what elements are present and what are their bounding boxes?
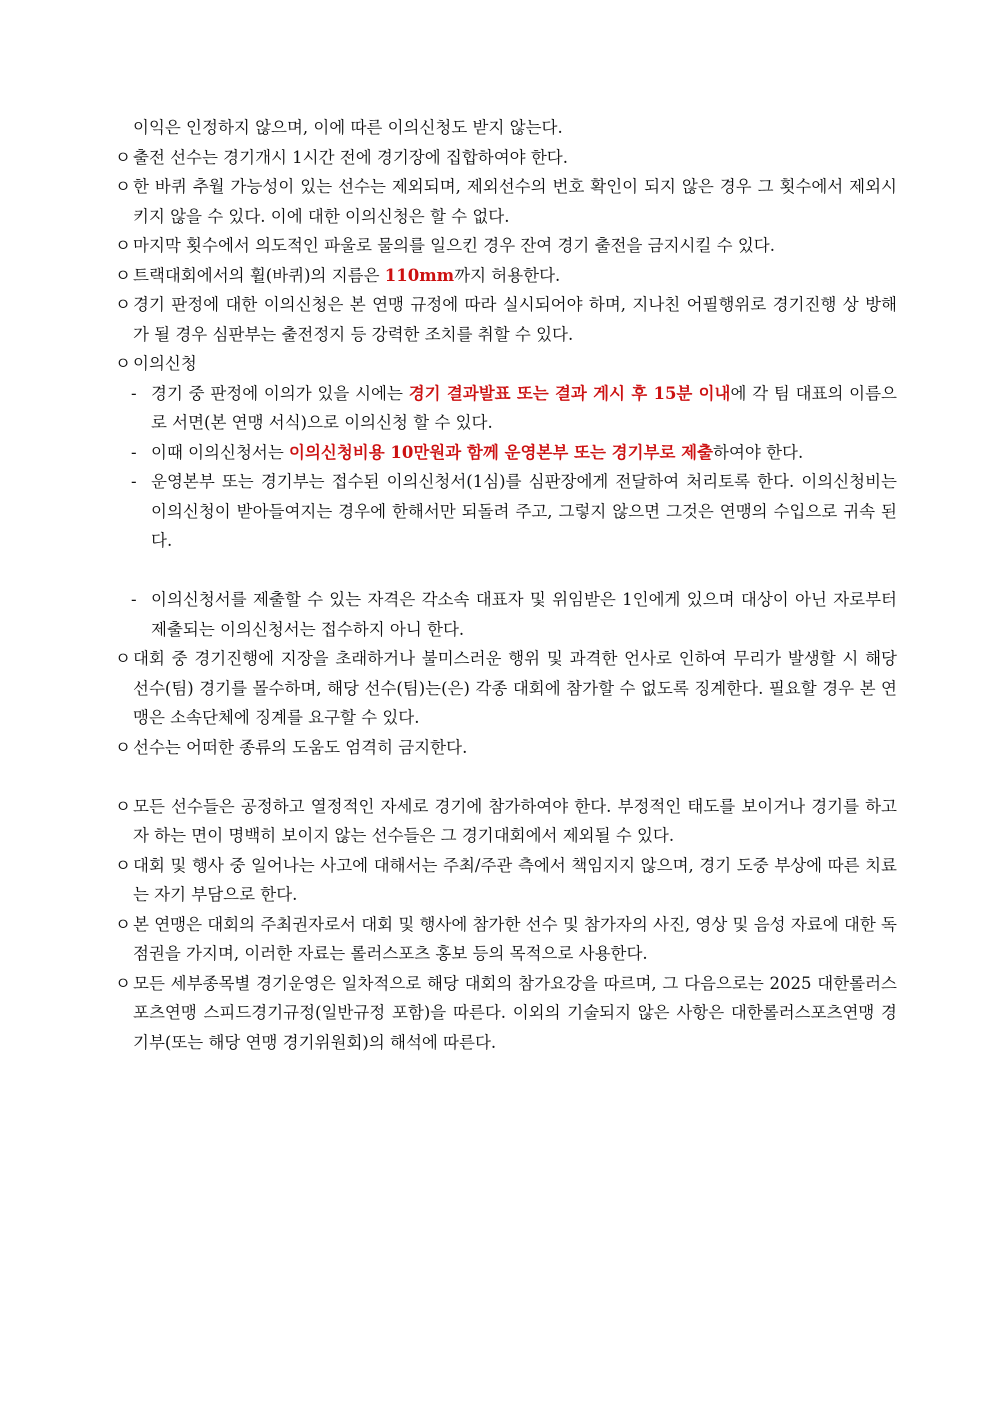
item-text: 본 연맹은 대회의 주최권자로서 대회 및 행사에 참가한 선수 및 참가자의 사진, 영상 및 음성 자료에 대한 독점권을 가지며, 이러한 자료는 롤러스포츠 홍보 등의 목적으로 사용한다. xyxy=(133,914,897,963)
item-text: 이의신청서를 제출할 수 있는 자격은 각소속 대표자 및 위임받은 1인에게 있으며 대상이 아닌 자로부터 제출되는 이의신청서는 접수하지 아니 한다. xyxy=(151,590,897,639)
item-text: 운영본부 또는 경기부는 접수된 이의신청서(1심)를 심판장에게 전달하여 처리토록 한다. 이의신청비는 이의신청이 받아들여지는 경우에 한해서만 되돌려 주고, 그렇지 않으면 그것은 연맹의 수입으로 귀속 된다. xyxy=(151,472,897,550)
paragraph-gap xyxy=(115,556,897,586)
item-text: 한 바퀴 추월 가능성이 있는 선수는 제외되며, 제외선수의 번호 확인이 되지 않은 경우 그 횟수에서 제외시키지 않을 수 있다. 이에 대한 이의신청은 할 수 없다. xyxy=(133,177,897,226)
item-text: 선수는 어떠한 종류의 도움도 엄격히 금지한다. xyxy=(133,737,468,757)
circle-bullet-icon: ㅇ xyxy=(115,914,131,934)
circle-bullet-icon: ㅇ xyxy=(115,265,131,285)
dash-bullet-icon: - xyxy=(131,442,137,462)
bullet-item xyxy=(115,910,897,969)
bullet-item xyxy=(115,143,897,173)
circle-bullet-icon: ㅇ xyxy=(115,973,131,993)
circle-bullet-icon: ㅇ xyxy=(115,236,131,255)
item-text: 대회 중 경기진행에 지장을 초래하거나 불미스러운 행위 및 과격한 언사로 인하여 무리가 발생할 시 해당 선수(팀) 경기를 몰수하며, 해당 선수(팀)는(은) 각종 대회에 참가할 수 없도록 징계한다. 필요할 경우 본 연맹은 소속단체에 징계를 요구할 수 있다. xyxy=(133,649,897,727)
item-text: 이때 이의신청서는 xyxy=(151,442,290,462)
paragraph-gap xyxy=(115,762,897,792)
bullet-item xyxy=(115,172,897,231)
bullet-item xyxy=(115,851,897,910)
circle-bullet-icon: ㅇ xyxy=(115,354,131,373)
circle-bullet-icon: ㅇ xyxy=(115,295,131,314)
dash-item xyxy=(115,438,897,468)
item-text: 하여야 한다. xyxy=(713,442,804,462)
circle-bullet-icon: ㅇ xyxy=(115,855,131,875)
dash-item xyxy=(115,467,897,556)
circle-bullet-icon: ㅇ xyxy=(115,649,131,668)
item-text: 모든 선수들은 공정하고 열정적인 자세로 경기에 참가하여야 한다. 부정적인 태도를 보이거나 경기를 하고자 하는 면이 명백히 보이지 않는 선수들은 그 경기대회에서 제외될 수 있다. xyxy=(133,796,897,845)
bullet-item xyxy=(115,644,897,733)
item-text: 이익은 인정하지 않으며, 이에 따른 이의신청도 받지 않는다. xyxy=(133,118,563,137)
circle-bullet-icon: ㅇ xyxy=(115,177,131,196)
item-text: 이의신청 xyxy=(133,354,197,373)
continued-text xyxy=(115,113,897,143)
dash-bullet-icon: - xyxy=(131,590,137,609)
document-body xyxy=(115,113,897,1057)
bullet-item xyxy=(115,969,897,1058)
item-text: 까지 허용한다. xyxy=(454,265,561,285)
circle-bullet-icon: ㅇ xyxy=(115,737,131,757)
dash-item xyxy=(115,379,897,438)
item-text: 에 각 팀 대표의 이름으로 서면(본 연맹 서식)으로 이의신청 할 수 있다. xyxy=(151,383,897,432)
item-text: 트랙대회에서의 휠(바퀴)의 지름은 xyxy=(133,265,385,285)
dash-item xyxy=(115,585,897,644)
item-text: 경기 판정에 대한 이의신청은 본 연맹 규정에 따라 실시되어야 하며, 지나친 어필행위로 경기진행 상 방해가 될 경우 심판부는 출전정지 등 강력한 조치를 취할 수 있다. xyxy=(133,295,897,344)
circle-bullet-icon: ㅇ xyxy=(115,147,131,167)
bullet-item xyxy=(115,231,897,261)
circle-bullet-icon: ㅇ xyxy=(115,796,131,816)
item-text: 모든 세부종목별 경기운영은 일차적으로 해당 대회의 참가요강을 따르며, 그 다음으로는 2025 대한롤러스포츠연맹 스피드경기규정(일반규정 포함)을 따른다. 이외의 기술되지 않은 사항은 대한롤러스포츠연맹 경기부(또는 해당 연맹 경기위원회)의 해석에 따른다. xyxy=(133,973,897,1052)
bullet-item xyxy=(115,349,897,379)
bullet-item xyxy=(115,290,897,349)
highlighted-text: 110mm xyxy=(384,265,455,285)
bullet-item xyxy=(115,261,897,291)
dash-bullet-icon: - xyxy=(131,472,137,491)
bullet-item xyxy=(115,792,897,851)
dash-bullet-icon: - xyxy=(131,383,137,403)
item-text: 마지막 횟수에서 의도적인 파울로 물의를 일으킨 경우 잔여 경기 출전을 금지시킬 수 있다. xyxy=(133,236,775,255)
item-text: 경기 중 판정에 이의가 있을 시에는 xyxy=(151,383,409,403)
highlighted-text: 이의신청비용 10만원과 함께 운영본부 또는 경기부로 제출 xyxy=(289,442,714,462)
item-text: 출전 선수는 경기개시 1시간 전에 경기장에 집합하여야 한다. xyxy=(133,147,568,167)
item-text: 대회 및 행사 중 일어나는 사고에 대해서는 주최/주관 측에서 책임지지 않으며, 경기 도중 부상에 따른 치료는 자기 부담으로 한다. xyxy=(133,855,897,904)
bullet-item xyxy=(115,733,897,763)
highlighted-text: 경기 결과발표 또는 결과 게시 후 15분 이내 xyxy=(408,383,731,403)
